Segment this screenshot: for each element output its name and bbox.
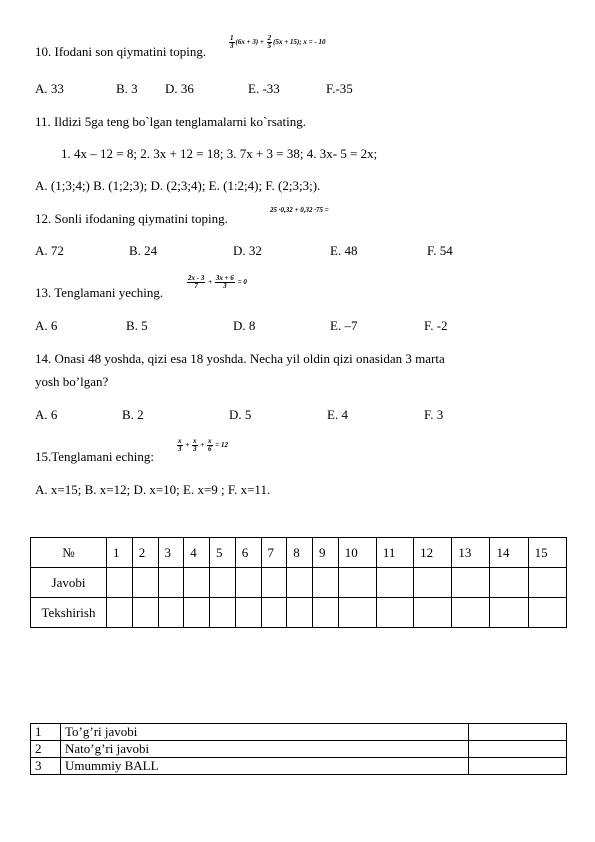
answer-col-9: 9 [313,538,339,568]
check-cell[interactable] [158,598,184,628]
q10-option-b: B. 3 [116,81,138,96]
q10-text: 10. Ifodani son qiymatini toping. [35,44,207,59]
q14-option-f: F. 3 [424,407,444,422]
q12-formula: 25 ·0,32 + 0,32 ·75 = [270,206,329,214]
answer-col-15: 15 [528,538,566,568]
q10-option-f: F.-35 [326,81,353,96]
score-row-number: 1 [31,724,61,741]
check-cell[interactable] [287,598,313,628]
q10-frac1-den: 3 [230,42,234,50]
check-cell[interactable] [338,598,376,628]
answer-cell[interactable] [235,568,261,598]
q15-plus1: + [185,441,190,450]
q15-plus2: + [200,441,205,450]
q13-option-e: E. –7 [330,318,358,333]
q15-options: A. x=15; B. x=12; D. x=10; E. x=9 ; F. x=11. [35,482,271,497]
answer-table-corner: № [31,538,107,568]
q13-frac2-den: 3 [223,282,227,290]
answer-col-7: 7 [261,538,287,568]
check-cell[interactable] [452,598,490,628]
q11-items: 1. 4x – 12 = 8; 2. 3x + 12 = 18; 3. 7x + 3 = 38; 4. 3x- 5 = 2x; [61,146,378,161]
check-cell[interactable] [107,598,133,628]
score-value-cell[interactable] [469,758,567,775]
q12-option-f: F. 54 [427,243,453,258]
answer-cell[interactable] [313,568,339,598]
answer-cell[interactable] [158,568,184,598]
answer-cell[interactable] [261,568,287,598]
answer-col-1: 1 [107,538,133,568]
q12-option-a: A. 72 [35,243,64,258]
q14-option-e: E. 4 [327,407,348,422]
answer-col-12: 12 [414,538,452,568]
q13-frac1-den: 7 [194,282,198,290]
q15-formula [176,438,228,453]
check-cell[interactable] [184,598,210,628]
q12-option-b: B. 24 [129,243,158,258]
q15-frac2-num: x [193,437,197,445]
q13-option-d: D. 8 [233,318,256,333]
score-row [31,724,567,741]
check-row-label: Tekshirish [31,598,107,628]
answer-cell[interactable] [287,568,313,598]
q15-frac3-den: 6 [208,445,212,453]
q15-frac1-den: 3 [178,445,182,453]
score-row-label: Umummiy BALL [61,758,469,775]
q13-frac1-num: 2x - 3 [188,274,205,282]
score-row-number: 2 [31,741,61,758]
answer-col-14: 14 [490,538,528,568]
answer-cell[interactable] [528,568,566,598]
q10-frac1-num: 1 [230,34,234,42]
q10-option-d: D. 36 [165,81,194,96]
check-cell[interactable] [210,598,236,628]
answer-col-2: 2 [132,538,158,568]
q14-line1: 14. Onasi 48 yoshda, qizi esa 18 yoshda. Necha yil oldin qizi onasidan 3 marta [35,351,445,366]
q10-option-e: E. -33 [248,81,280,96]
check-cell[interactable] [414,598,452,628]
q15-frac3-num: x [208,437,212,445]
answer-row-label: Javobi [31,568,107,598]
answer-cell[interactable] [107,568,133,598]
q15-rhs: = 12 [215,441,228,450]
score-table [30,723,567,775]
answer-col-3: 3 [158,538,184,568]
q13-plus: + [208,278,213,287]
q14-line2: yosh bo’lgan? [35,374,109,389]
answer-col-13: 13 [452,538,490,568]
answer-row-javobi [31,568,567,598]
answer-col-5: 5 [210,538,236,568]
q10-frac2-den: 5 [267,42,272,50]
q10-option-a: A. 33 [35,81,64,96]
check-cell[interactable] [132,598,158,628]
answer-cell[interactable] [210,568,236,598]
answer-cell[interactable] [490,568,528,598]
check-cell[interactable] [490,598,528,628]
answer-row-tekshirish [31,598,567,628]
answer-cell[interactable] [338,568,376,598]
answer-table-header-row [31,538,567,568]
q13-rhs: = 0 [237,278,247,287]
q12-option-d: D. 32 [233,243,262,258]
q14-option-b: B. 2 [122,407,144,422]
check-cell[interactable] [313,598,339,628]
score-row-label: To’g’ri javobi [61,724,469,741]
q10-formula [228,35,325,50]
q12-option-e: E. 48 [330,243,358,258]
answer-col-6: 6 [235,538,261,568]
check-cell[interactable] [235,598,261,628]
q13-formula [186,275,247,290]
score-value-cell[interactable] [469,724,567,741]
q13-option-a: A. 6 [35,318,58,333]
q14-option-d: D. 5 [229,407,252,422]
q12-text: 12. Sonli ifodaning qiymatini toping. [35,211,228,226]
answer-cell[interactable] [184,568,210,598]
q10-frac2-num: 2 [267,34,272,42]
q15-text: 15.Tenglamani eching: [35,449,154,464]
q10-part2: (5x + 15); x = - 10 [273,38,326,47]
answer-cell[interactable] [452,568,490,598]
q13-text: 13. Tenglamani yeching. [35,285,164,300]
check-cell[interactable] [261,598,287,628]
score-row [31,741,567,758]
check-cell[interactable] [528,598,566,628]
answer-table [30,537,567,628]
score-row-label: Nato’g’ri javobi [61,741,469,758]
check-cell[interactable] [376,598,413,628]
q11-options: A. (1;3;4;) B. (1;2;3); D. (2;3;4); E. (1:2;4); F. (2;3;3;). [35,178,321,193]
q15-frac1-num: x [178,437,182,445]
score-row [31,758,567,775]
q15-frac2-den: 3 [193,445,197,453]
q14-option-a: A. 6 [35,407,58,422]
answer-col-8: 8 [287,538,313,568]
q10-part1: (6x + 3) + [235,38,264,47]
answer-cell[interactable] [414,568,452,598]
answer-col-4: 4 [184,538,210,568]
q11-text: 11. Ildizi 5ga teng bo`lgan tenglamalarni ko`rsating. [35,114,306,129]
q13-frac2-num: 3x + 6 [215,274,234,282]
q13-option-f: F. -2 [424,318,448,333]
answer-cell[interactable] [376,568,413,598]
score-row-number: 3 [31,758,61,775]
answer-col-11: 11 [376,538,413,568]
score-value-cell[interactable] [469,741,567,758]
answer-col-10: 10 [338,538,376,568]
answer-cell[interactable] [132,568,158,598]
q13-option-b: B. 5 [126,318,148,333]
